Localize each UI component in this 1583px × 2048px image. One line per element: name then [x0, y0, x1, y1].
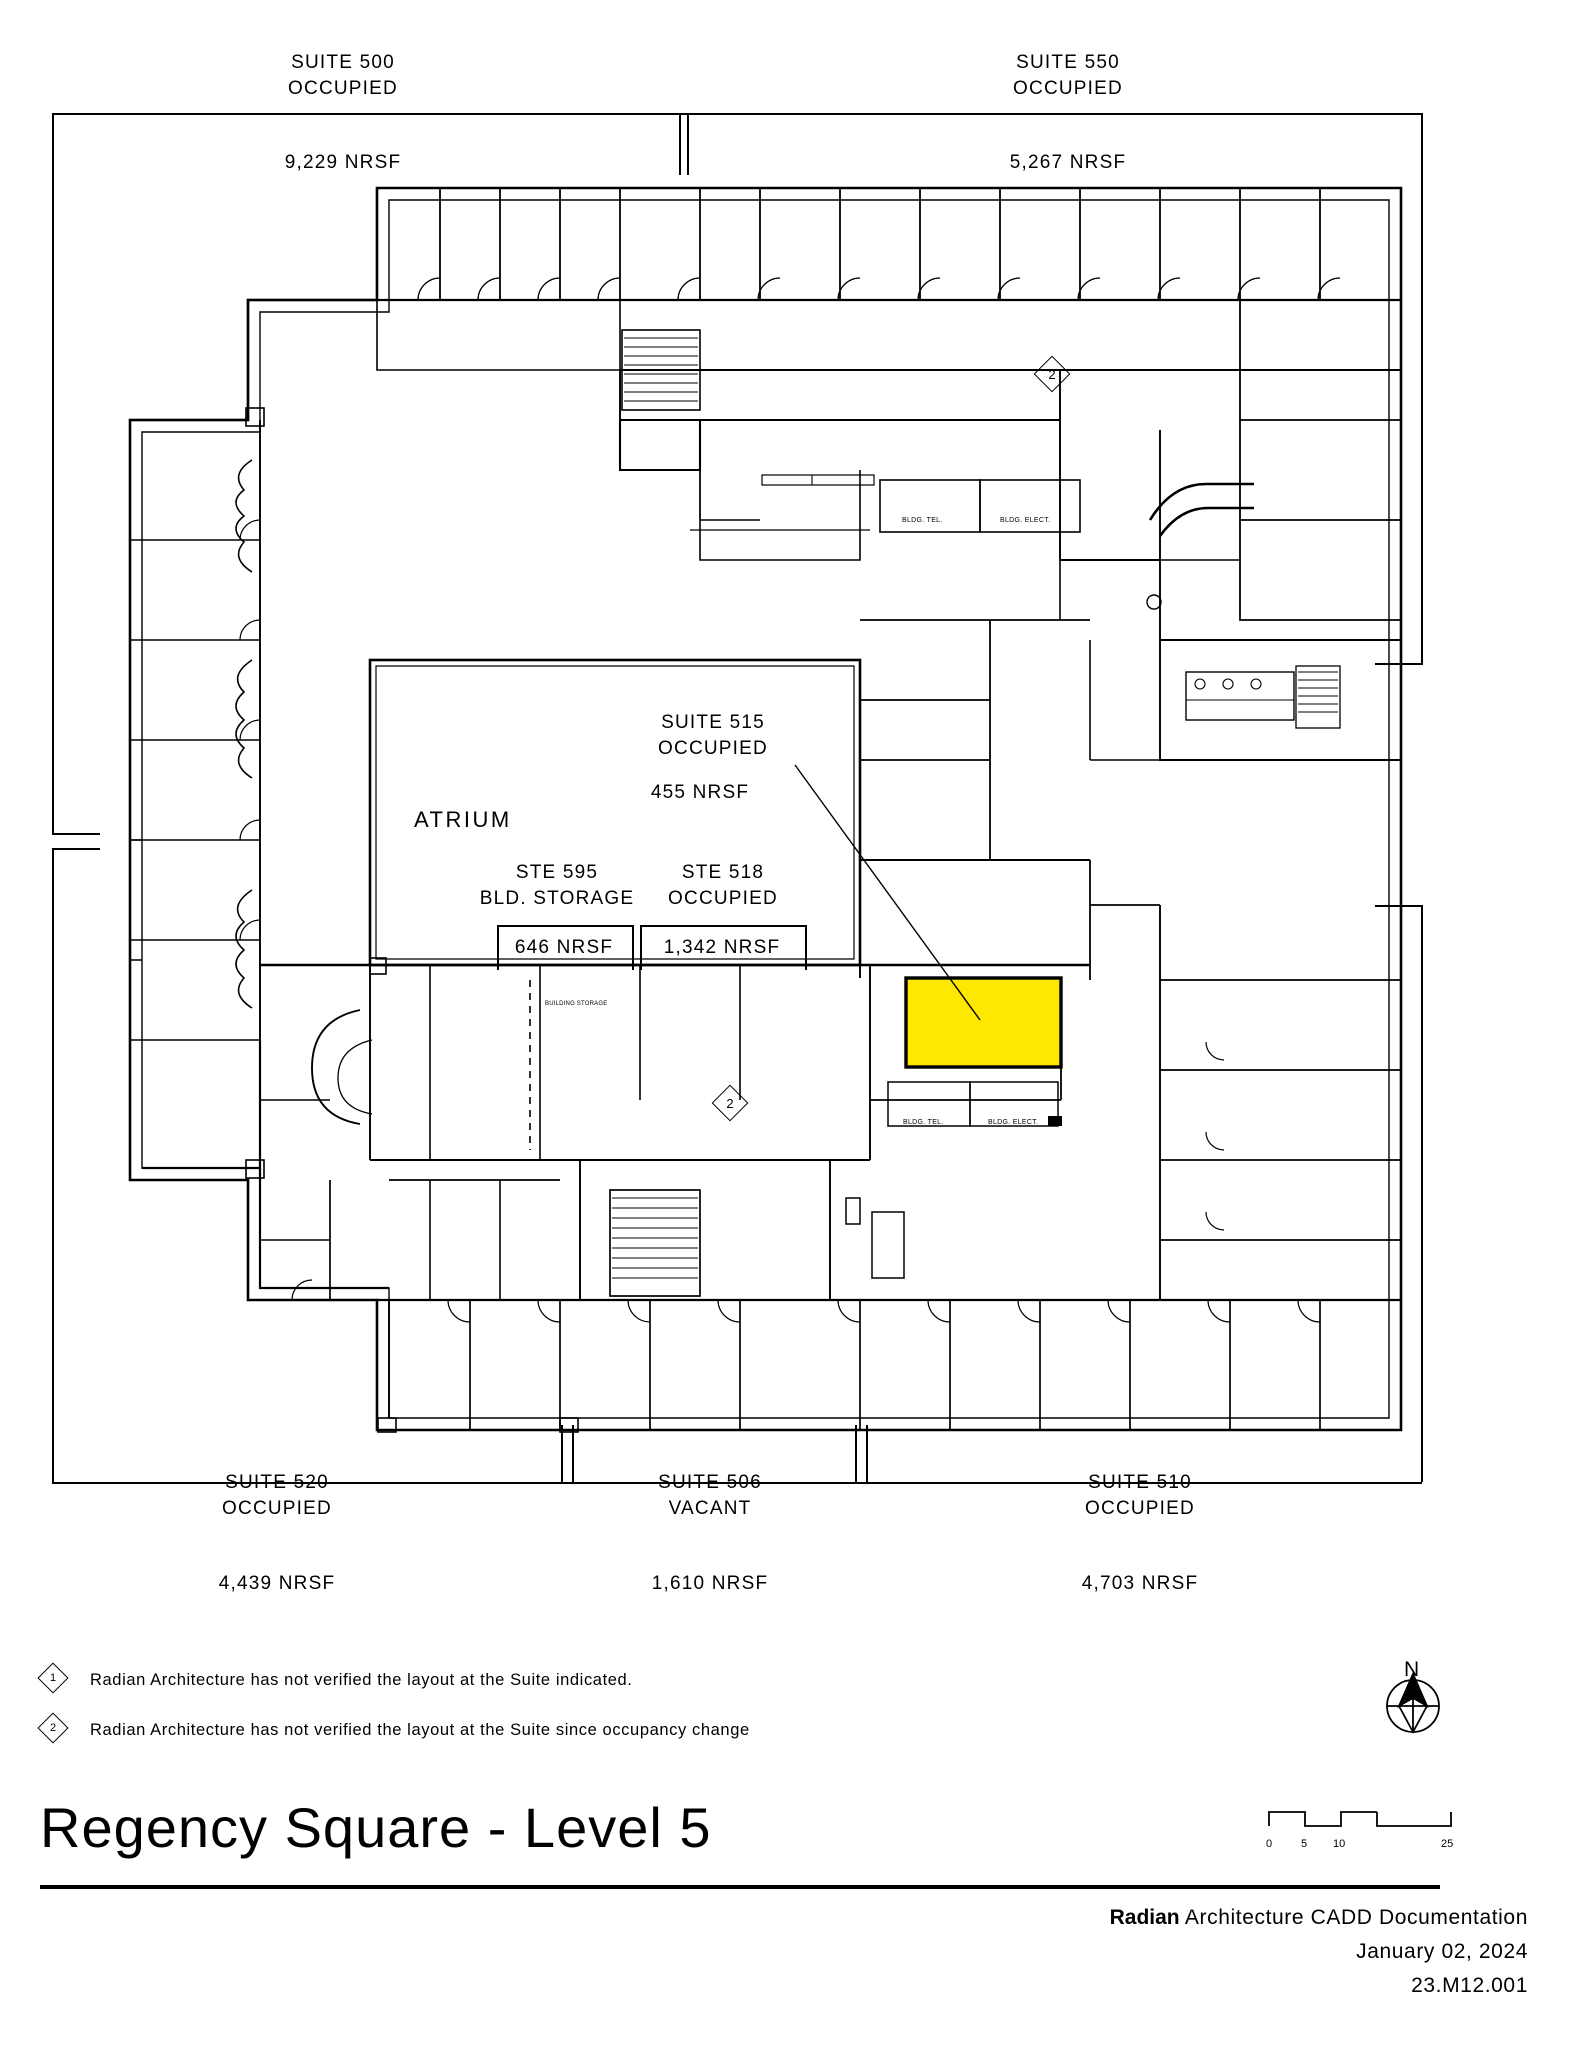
suite-510-status: OCCUPIED: [1085, 1497, 1195, 1519]
suite-506-header: [658, 1470, 762, 1521]
ste-595-box-left: [497, 925, 499, 970]
suite-518-callout: [668, 860, 778, 911]
suite-500-area: 9,229 NRSF: [284, 152, 402, 173]
firm-subtitle: Architecture CADD Documentation: [1184, 1906, 1528, 1929]
scale-tick-5: 5: [1301, 1838, 1308, 1850]
plan-marker-2-upper-label: 2: [1048, 366, 1056, 382]
suite-510-name: SUITE 510: [1088, 1472, 1192, 1493]
suite-550-status: OCCUPIED: [1013, 77, 1123, 99]
suite-515-name: SUITE 515: [661, 712, 765, 733]
bldg-elect-upper-label: BLDG. ELECT.: [1000, 517, 1051, 524]
suite-518-area: 1,342 NRSF: [663, 937, 781, 958]
suite-595-area: 646 NRSF: [514, 937, 614, 958]
suite-506-area: 1,610 NRSF: [651, 1573, 769, 1594]
scale-bar: [1265, 1800, 1455, 1860]
note-2-text: Radian Architecture has not verified the layout at the Suite since occupancy change: [90, 1721, 750, 1739]
bldg-tel-upper-label: BLDG. TEL.: [902, 517, 943, 524]
suite-515-area: 455 NRSF: [650, 782, 750, 803]
suite-515-callout: [658, 710, 768, 761]
atrium-label: ATRIUM: [414, 807, 512, 832]
suite-520-area: 4,439 NRSF: [218, 1573, 336, 1594]
ste-518-box-right: [805, 925, 807, 970]
suite-520-name: SUITE 520: [225, 1472, 329, 1493]
scale-tick-0: 0: [1266, 1838, 1273, 1850]
bldg-elect-lower-label: BLDG. ELECT.: [988, 1119, 1039, 1126]
project-number: 23.M12.001: [1411, 1974, 1528, 1997]
page-title: Regency Square - Level 5: [40, 1796, 712, 1859]
suite-595-status: BLD. STORAGE: [479, 887, 635, 909]
suite-550-name: SUITE 550: [1016, 52, 1120, 73]
suite-500-status: OCCUPIED: [288, 77, 398, 99]
firm-name: Radian: [1109, 1906, 1180, 1929]
note-1-text: Radian Architecture has not verified the layout at the Suite indicated.: [90, 1671, 633, 1689]
suite-518-status: OCCUPIED: [668, 887, 778, 909]
suite-515-status: OCCUPIED: [658, 737, 768, 759]
suite-595-callout: [480, 860, 634, 911]
suite-510-area: 4,703 NRSF: [1081, 1573, 1199, 1594]
suite-510-header: [1085, 1470, 1195, 1521]
ste-518-box-left: [640, 925, 642, 970]
scale-tick-25: 25: [1441, 1838, 1454, 1850]
note-1-marker: [37, 1662, 68, 1693]
suite-500-name: SUITE 500: [291, 52, 395, 73]
suite-518-name: STE 518: [681, 862, 765, 883]
title-divider: [40, 1885, 1440, 1889]
note-2-marker-label: 2: [49, 1722, 57, 1734]
note-1-marker-label: 1: [49, 1672, 57, 1684]
ste-595-box-top: [497, 925, 632, 927]
suite-550-area: 5,267 NRSF: [1009, 152, 1127, 173]
scale-tick-10: 10: [1333, 1838, 1346, 1850]
north-arrow: [1368, 1658, 1458, 1768]
firm-credit: [1110, 1906, 1528, 1930]
highlighted-suite-515-area: [906, 978, 1061, 1067]
ste-518-box-top: [640, 925, 805, 927]
plan-marker-2-lower-label: 2: [726, 1095, 734, 1111]
suite-520-status: OCCUPIED: [222, 1497, 332, 1519]
document-date: January 02, 2024: [1356, 1940, 1528, 1963]
suite-506-status: VACANT: [668, 1497, 752, 1519]
suite-506-name: SUITE 506: [658, 1472, 762, 1493]
ste-595-box-right: [632, 925, 634, 970]
bldg-tel-lower-label: BLDG. TEL.: [903, 1119, 944, 1126]
note-2-marker: [37, 1712, 68, 1743]
suite-595-name: STE 595: [515, 862, 599, 883]
scale-bar-graphic: [1265, 1800, 1455, 1840]
building-storage-label: BUILDING STORAGE: [545, 1001, 608, 1007]
suite-520-header: [222, 1470, 332, 1521]
north-label: N: [1404, 1658, 1420, 1681]
